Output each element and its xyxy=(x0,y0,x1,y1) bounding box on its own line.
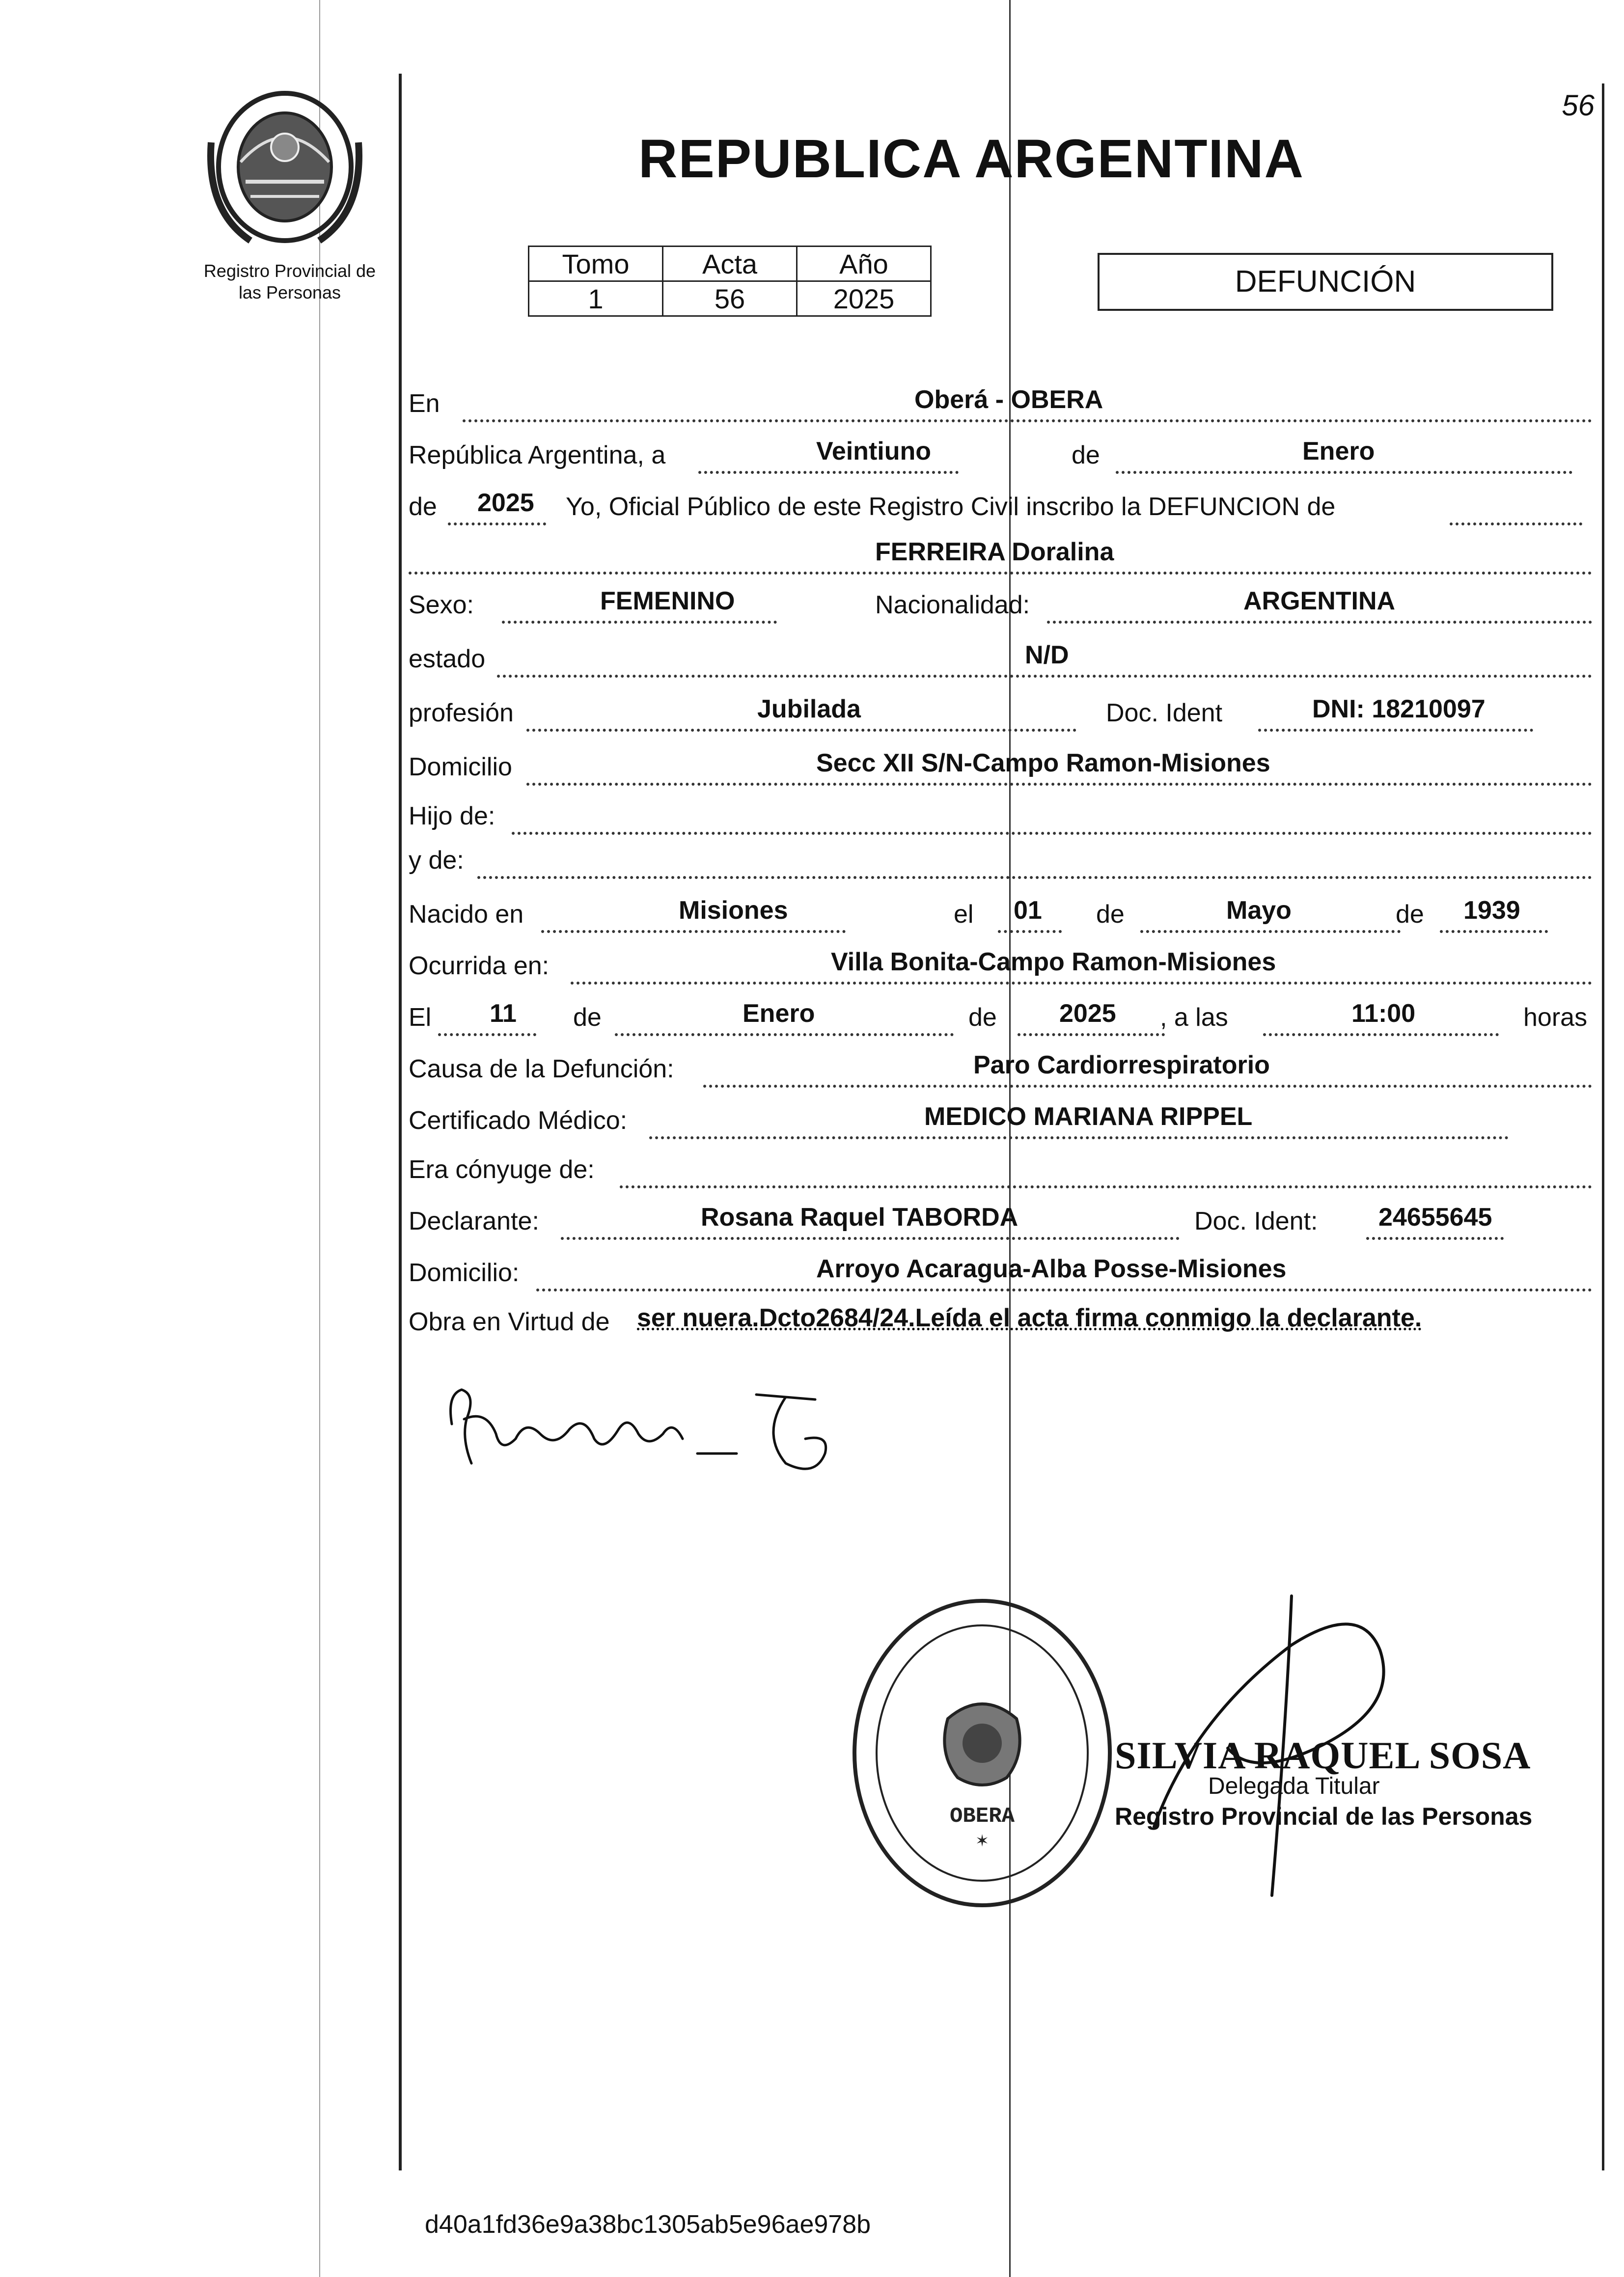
nacionalidad-dots xyxy=(1047,621,1592,624)
causa-label: Causa de la Defunción: xyxy=(409,1055,674,1083)
row-domicilio xyxy=(409,737,1592,786)
right-margin-line xyxy=(1602,83,1604,2170)
logo-caption-line2: las Personas xyxy=(238,282,341,302)
death-year: 2025 xyxy=(1059,999,1116,1028)
causa-dots xyxy=(703,1085,1592,1088)
rep-label: República Argentina, a xyxy=(409,441,666,469)
row-conyuge xyxy=(409,1139,1592,1188)
year-value: 2025 xyxy=(477,489,534,517)
profesion-label: profesión xyxy=(409,699,514,727)
anio-header: Año xyxy=(797,247,931,281)
year-de-label: de xyxy=(409,493,437,521)
document-hash: d40a1fd36e9a38bc1305ab5e96ae978b xyxy=(425,2210,871,2239)
estado-dots xyxy=(497,675,1592,678)
row-deceased xyxy=(409,525,1592,575)
rep-day-dots xyxy=(698,471,959,474)
doc-label: Doc. Ident xyxy=(1106,699,1223,727)
nacido-value: Misiones xyxy=(679,896,788,925)
alas-label: , a las xyxy=(1160,1003,1228,1032)
en-label: En xyxy=(409,389,440,418)
doc2-value: 24655645 xyxy=(1378,1203,1492,1232)
nacido-month: Mayo xyxy=(1226,896,1292,925)
row-declarante xyxy=(409,1191,1592,1240)
tomo-value: 1 xyxy=(529,281,663,316)
left-binding-line xyxy=(319,0,320,2277)
nacido-day: 01 xyxy=(1014,896,1042,925)
ocurrida-dots xyxy=(571,982,1592,985)
nacionalidad-value: ARGENTINA xyxy=(1243,587,1396,615)
delegate-handwritten-signature xyxy=(1105,1522,1498,1915)
act-type-box: DEFUNCIÓN xyxy=(1098,253,1553,311)
nacido-dots xyxy=(541,930,846,933)
doc2-label: Doc. Ident: xyxy=(1194,1207,1318,1235)
row-estado xyxy=(409,629,1592,678)
death-time-dots xyxy=(1263,1033,1499,1036)
row-yde xyxy=(409,830,1592,879)
death-day-dots xyxy=(438,1033,536,1036)
logo-caption-line1: Registro Provincial de xyxy=(203,261,376,281)
acta-value: 56 xyxy=(663,281,797,316)
row-sexo xyxy=(409,575,1592,624)
certificado-value: MEDICO MARIANA RIPPEL xyxy=(924,1102,1253,1131)
estado-label: estado xyxy=(409,645,486,673)
declarant-handwritten-signature xyxy=(442,1365,859,1493)
declarante-dots xyxy=(561,1237,1180,1240)
page-number: 56 xyxy=(1562,89,1595,122)
doc2-dots xyxy=(1366,1237,1504,1240)
obra-label: Obra en Virtud de xyxy=(409,1308,610,1336)
row-obra xyxy=(409,1291,1592,1341)
document-title: REPUBLICA ARGENTINA xyxy=(638,129,1304,189)
nacido-day-dots xyxy=(998,930,1062,933)
tomo-header: Tomo xyxy=(529,247,663,281)
en-dots xyxy=(463,419,1592,422)
death-day: 11 xyxy=(490,999,517,1028)
nacido-label: Nacido en xyxy=(409,900,524,929)
delegate-organization: Registro Provincial de las Personas xyxy=(1115,1803,1533,1830)
nacido-de2-label: de xyxy=(1396,900,1424,929)
estado-value: N/D xyxy=(1025,641,1069,669)
death-de2-label: de xyxy=(968,1003,997,1032)
row-causa xyxy=(409,1039,1592,1088)
yde-label: y de: xyxy=(409,846,464,875)
left-margin-line xyxy=(399,74,402,2170)
horas-label: horas xyxy=(1523,1003,1588,1032)
obra-value: ser nuera.Dcto2684/24.Leída el acta firma conmigo la declarante. xyxy=(637,1304,1422,1332)
death-de1-label: de xyxy=(573,1003,602,1032)
sexo-dots xyxy=(502,621,777,624)
domicilio2-value: Arroyo Acaragua-Alba Posse-Misiones xyxy=(816,1255,1287,1283)
declarante-label: Declarante: xyxy=(409,1207,539,1235)
row-ocurrida xyxy=(409,935,1592,985)
svg-text:✶: ✶ xyxy=(976,1831,989,1853)
row-yo xyxy=(409,476,1592,525)
profesion-value: Jubilada xyxy=(757,695,861,723)
logo-caption xyxy=(162,260,417,303)
doc-value: DNI: 18210097 xyxy=(1312,695,1486,723)
conyuge-dots xyxy=(620,1185,1592,1188)
row-nacido xyxy=(409,884,1592,933)
rep-day-value: Veintiuno xyxy=(816,437,931,466)
row-death-date xyxy=(409,987,1592,1036)
en-value: Oberá - OBERA xyxy=(914,385,1103,414)
nacido-year-dots xyxy=(1440,930,1548,933)
nacido-month-dots xyxy=(1140,930,1401,933)
registry-delegation-seal xyxy=(845,1591,1120,1915)
row-domicilio2 xyxy=(409,1242,1592,1291)
death-month-dots xyxy=(615,1033,954,1036)
el2-label: El xyxy=(409,1003,432,1032)
nacionalidad-label: Nacionalidad: xyxy=(875,591,1030,619)
rep-month-dots xyxy=(1116,471,1572,474)
row-fecha xyxy=(409,425,1592,474)
sexo-value: FEMENINO xyxy=(600,587,735,615)
doc-dots xyxy=(1258,729,1533,732)
yde-dots xyxy=(477,876,1592,879)
death-year-dots xyxy=(1018,1033,1165,1036)
row-certificado xyxy=(409,1090,1592,1139)
acta-header: Acta xyxy=(663,247,797,281)
rep-de-label: de xyxy=(1072,441,1100,469)
nacido-el-label: el xyxy=(954,900,974,929)
conyuge-label: Era cónyuge de: xyxy=(409,1155,595,1184)
ocurrida-label: Ocurrida en: xyxy=(409,952,550,980)
hijo-label: Hijo de: xyxy=(409,802,495,830)
sexo-label: Sexo: xyxy=(409,591,474,619)
rep-month-value: Enero xyxy=(1302,437,1375,466)
nacido-year: 1939 xyxy=(1463,896,1520,925)
domicilio-label: Domicilio xyxy=(409,753,512,781)
provincial-coat-of-arms-logo xyxy=(196,83,373,250)
yo-text: Yo, Oficial Público de este Registro Civil inscribo la DEFUNCION de xyxy=(566,493,1336,521)
profesion-dots xyxy=(526,729,1076,732)
nacido-de1-label: de xyxy=(1096,900,1125,929)
causa-value: Paro Cardiorrespiratorio xyxy=(973,1051,1270,1079)
delegate-role: Delegada Titular xyxy=(1208,1773,1380,1799)
ocurrida-value: Villa Bonita-Campo Ramon-Misiones xyxy=(831,948,1276,976)
anio-value: 2025 xyxy=(797,281,931,316)
act-reference-table xyxy=(528,246,932,317)
seal-city: OBERA xyxy=(949,1804,1015,1829)
domicilio-value: Secc XII S/N-Campo Ramon-Misiones xyxy=(816,749,1270,777)
row-profesion xyxy=(409,683,1592,732)
domicilio2-label: Domicilio: xyxy=(409,1259,520,1287)
death-time: 11:00 xyxy=(1351,999,1416,1028)
row-en xyxy=(409,373,1592,422)
certificado-label: Certificado Médico: xyxy=(409,1106,628,1135)
row-hijo xyxy=(409,786,1592,835)
death-month: Enero xyxy=(743,999,815,1028)
declarante-value: Rosana Raquel TABORDA xyxy=(701,1203,1018,1232)
delegate-name: SILVIA RAQUEL SOSA xyxy=(1115,1734,1531,1777)
deceased-name: FERREIRA Doralina xyxy=(875,538,1114,566)
